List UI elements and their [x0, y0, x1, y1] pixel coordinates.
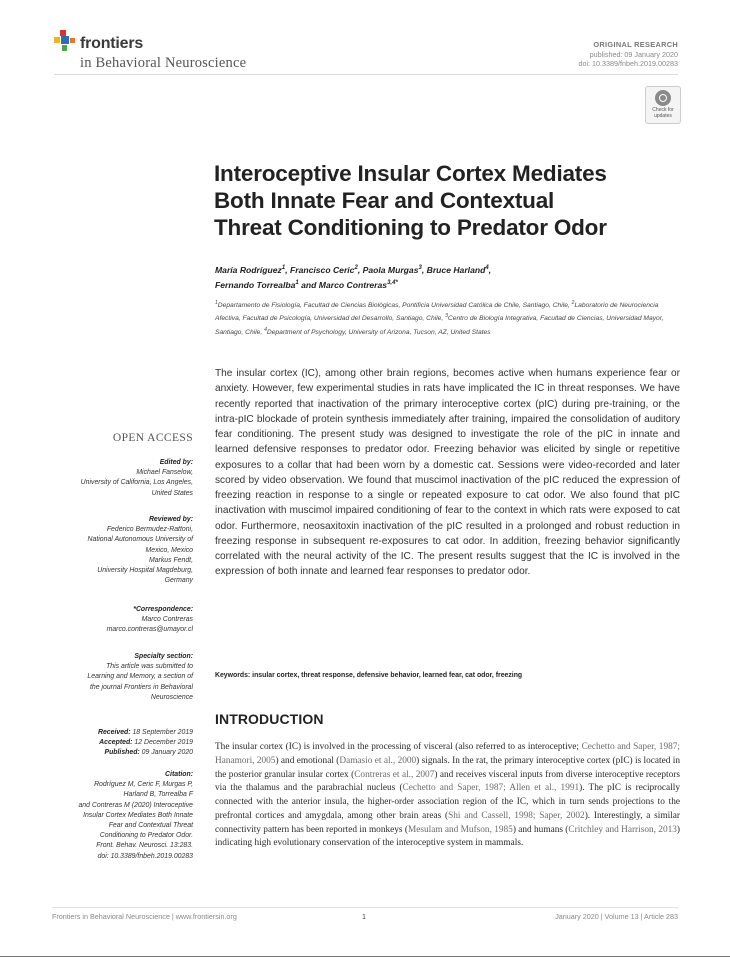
published-label: Published: [104, 749, 140, 757]
title-line: Interoceptive Insular Cortex Mediates [214, 161, 607, 186]
specialty-block: Specialty section: This article was submitted to Learning and Memory, a section of the journal Frontiers in Behavioral Neuroscience [52, 652, 193, 703]
article-type: ORIGINAL RESEARCH [593, 40, 678, 49]
affiliation: Centro de Biología Integrativa, Facultad de Ciencias, Universidad Mayor, Santiago, Chile, [215, 315, 664, 337]
keywords-label: Keywords: [215, 672, 251, 679]
dates-block: Received: 18 September 2019 Accepted: 12 December 2019 Published: 09 January 2020 [97, 729, 193, 757]
introduction-text: The insular cortex (IC) is involved in the processing of visceral (also referred to as interoceptive; Cechetto and Saper, 1987; Hanamori, 2005) and emotional (Damasio et al., 2000) signals. In the rat, the primary interoceptive cortex (pIC) is located in the posterior granular insular cortex (Contreras et al., 2007) and receives visceral inputs from diverse interoceptive receptors via the thalamus and the parabrachial nucleus (Cechetto and Saper, 1987; Allen et al., 1991). The pIC is reciprocally connected with the anterior insula, the higher-order association region of the IC, which in turn sends projections to the prefrontal cortices and amygdala, among other brain areas (Shi and Cassell, 1998; Saper, 2002). Interestingly, a similar connectivity pattern has been reported in monkeys (Mesulam and Mufson, 1985) and humans (Critchley and Harrison, 2013) indicating high evolutionary conservation of the interoceptive system in mammals. [215, 742, 681, 849]
author-name[interactable]: Paola Murgas [362, 264, 419, 275]
affiliation: Department of Psychology, University of Arizona, Tucson, AZ, United States [266, 329, 491, 337]
edited-by-label: Edited by: [159, 459, 193, 466]
author-name[interactable]: María Rodríguez [215, 264, 282, 275]
citation-link[interactable]: Cechetto and Saper, 1987; Hanamori, 2005 [215, 742, 680, 766]
keywords [215, 671, 680, 681]
title-line: Threat Conditioning to Predator Odor [214, 215, 607, 240]
citation-link[interactable]: Contreras et al., 2007 [354, 769, 435, 780]
journal-name: in Behavioral Neuroscience [80, 55, 247, 71]
page-bottom-edge [0, 956, 730, 957]
footer-divider [52, 907, 678, 908]
correspondence-email-link[interactable]: marco.contreras@umayor.cl [106, 626, 193, 634]
author-name[interactable]: Fernando Torrealba [215, 280, 296, 291]
frontiers-logo-icon [54, 30, 76, 52]
article-meta [578, 40, 678, 69]
open-access-label: OPEN ACCESS [112, 432, 193, 444]
citation-link[interactable]: Mesulam and Mufson, 1985 [407, 824, 513, 835]
title-line: Both Innate Fear and Contextual [214, 188, 555, 213]
update-check-icon [655, 90, 671, 106]
received-label: Received: [97, 729, 131, 736]
affiliation: Laboratorio de Neurociencia Afectiva, Facultad de Psicología, Universidad del Desarrollo, Santiago, Chile, [215, 302, 659, 323]
author-name[interactable]: Marco Contreras [318, 280, 388, 291]
article-title [214, 160, 684, 241]
citation-label: Citation: [165, 771, 193, 778]
reviewed-by-block: Reviewed by: Federico Bermudez-Rattoni, National Autonomous University of Mexico, Mexico Markus Fendt, University Hospital Magdeburg, Germany [52, 515, 193, 586]
check-updates-line1: Check for [652, 107, 674, 113]
affiliation: Departamento de Fisiología, Facultad de Ciencias Biológicas, Pontificia Universidad Católica de Chile, Santiago, Chile, [217, 302, 570, 310]
page-number: 1 [362, 912, 366, 921]
abstract: The insular cortex (IC), among other brain regions, becomes active when humans experience fear or anxiety. However, few experimental studies in rats have implicated the IC in threat responses. We have recently reported that inactivation of the primary interoceptive cortex (pIC) during pre-training, or the intra-pIC blockade of protein synthesis immediately after training, impaired the consolidation of auditory fear conditioning. The present study was designed to investigate the role of the pIC in innate and learned defensive responses to predator odor. Freezing behavior was elicited by single or repetitive exposures to a collar that had been worn by a domestic cat. Sessions were video-recorded and later scored by video observation. We found that muscimol inactivation of the pIC reduced the expression of freezing reaction in response to a single or repeated exposure to cat odor. We also found that pIC inactivation with muscimol impaired conditioning of fear to the context in which rats were exposed to cat odor. Furthermore, neosaxitoxin inactivation of the pIC resulted in a prolonged and robust reduction in freezing response in subsequent re-exposures to cat odor. In addition, freezing behavior significantly correlated with the neural activity of the IC. The present results suggest that the IC is involved in the expression of both innate and learned fear responses to predator odor. [215, 368, 680, 578]
article-doi: doi: 10.3389/fnbeh.2019.00283 [578, 59, 678, 68]
citation-link[interactable]: Critchley and Harrison, 2013 [568, 824, 677, 835]
author-name[interactable]: Bruce Harland [426, 264, 486, 275]
footer-journal-link[interactable]: Frontiers in Behavioral Neuroscience | www.frontiersin.org [52, 912, 237, 921]
citation-block: Citation: Rodríguez M, Ceric F, Murgas P, Harland B, Torrealba F and Contreras M (2020) Interoceptive Insular Cortex Mediates Both Innate Fear and Contextual Threat Conditioning to Predator Odor. Front. Behav. Neurosci. 13:283. doi: 10.3389/fnbeh.2019.00283 [52, 770, 193, 862]
keywords-list: insular cortex, threat response, defensive behavior, learned fear, cat odor, freezing [252, 672, 523, 679]
citation-link[interactable]: Cechetto and Saper, 1987; Allen et al., 1991 [402, 783, 580, 794]
edited-by-block: Edited by: Michael Fanselow, University of California, Los Angeles, United States [52, 458, 193, 499]
header-divider [54, 74, 678, 75]
introduction-heading: INTRODUCTION [215, 711, 324, 727]
author-name[interactable]: Francisco Ceric [289, 264, 355, 275]
correspondence-label: *Correspondence: [133, 606, 193, 613]
published-date: published: 09 January 2020 [589, 49, 678, 59]
reviewed-by-label: Reviewed by: [148, 516, 193, 523]
accepted-label: Accepted: [99, 739, 133, 747]
specialty-label: Specialty section: [134, 653, 193, 660]
publisher-name: frontiers [80, 35, 144, 52]
author-list: María Rodríguez$^1$, Francisco Ceric$^2$, Paola Murgas$^3$, Bruce Harland$^4$, Fernando Torrealba$^1$ and Marco Contreras$^{3,4*}$ [215, 264, 492, 291]
check-for-updates-button[interactable] [645, 86, 681, 124]
check-updates-line2: updates [654, 112, 672, 119]
citation-link[interactable]: Damasio et al., 2000 [339, 755, 417, 766]
footer-issue-info: January 2020 | Volume 13 | Article 283 [555, 912, 678, 921]
citation-link[interactable]: Shi and Cassell, 1998; Saper, 2002 [448, 810, 585, 821]
affiliations: $^1$Departamento de Fisiología, Facultad de Ciencias Biológicas, Pontificia Universidad Católica de Chile, Santiago, Chile, $^2$Laboratorio de Neurociencia Afectiva, Facultad de Psicología, Universidad del Desarrollo, Santiago, Chile, $^3$Centro de Biología Integrativa, Facultad de Ciencias, Universidad Mayor, Santiago, Chile, $^4$Department of Psychology, University of Arizona, Tucson, AZ, United States [215, 300, 664, 337]
correspondence-block: *Correspondence: Marco Contreras marco.contreras@umayor.cl [52, 605, 193, 636]
